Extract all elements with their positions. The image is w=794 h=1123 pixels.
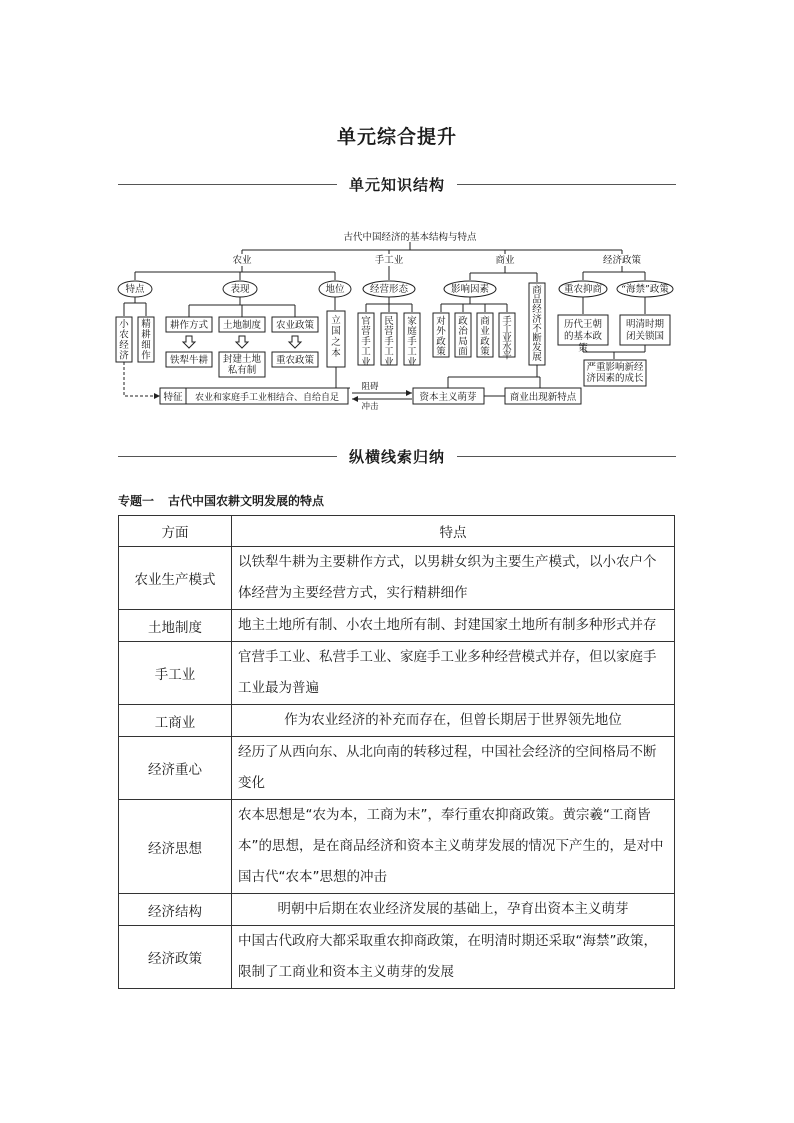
node-jinggeng: 精耕细作 (141, 319, 151, 362)
aspect-cell: 经济政策 (119, 926, 232, 989)
node-tezheng: 特征 (163, 392, 183, 403)
node-zhengzhi: 政治局面 (458, 316, 468, 358)
node-tudi: 土地制度 (222, 320, 262, 331)
node-haijin: “海禁”政策 (621, 284, 669, 295)
node-liguo: 立国之本 (331, 315, 341, 359)
feature-cell: 地主土地所有制、小农土地所有制、封建国家土地所有制多种形式并存 (232, 610, 675, 642)
table-row (119, 737, 675, 800)
node-zhongnong: 重农政策 (275, 355, 315, 366)
node-shangye-new: 商业出现新特点 (509, 392, 577, 403)
aspect-cell: 经济思想 (119, 800, 232, 894)
feature-cell: 以铁犁牛耕为主要耕作方式，以男耕女织为主要生产模式，以小农户个体经营为主要经营方式，实行精耕细作 (232, 547, 675, 610)
section-heading-clues (118, 445, 676, 467)
label-chongji: 冲击 (361, 402, 379, 412)
aspect-cell: 土地制度 (119, 610, 232, 642)
divider (457, 456, 676, 457)
node-fengjian: 封建土地私有制 (222, 354, 262, 376)
summary-table (118, 515, 675, 989)
table-row (119, 547, 675, 610)
node-jingying: 经营形态 (369, 284, 409, 295)
table-header-row (119, 516, 675, 547)
aspect-cell: 手工业 (119, 642, 232, 705)
knowledge-structure-diagram (0, 0, 794, 420)
aspect-cell: 工商业 (119, 705, 232, 737)
feature-cell: 农本思想是“农为本，工商为末”，奉行重农抑商政策。黄宗羲“工商皆本”的思想，是在商品经济和资本主义萌芽发展的情况下产生的，是对中国古代“农本”思想的冲击 (232, 800, 675, 894)
branch-policy: 经济政策 (602, 255, 642, 266)
branch-handicraft: 手工业 (374, 255, 404, 266)
node-traits: 特点 (125, 284, 145, 295)
node-lidai: 历代王朝的基本政策 (563, 319, 603, 354)
node-guanying: 官营手工业 (361, 316, 371, 368)
aspect-cell: 经济重心 (119, 737, 232, 800)
aspect-cell: 农业生产模式 (119, 547, 232, 610)
topic-title: 古代中国农耕文明发展的特点 (168, 494, 325, 508)
node-mingqing: 明清时期闭关锁国 (625, 319, 665, 342)
header-feature: 特点 (232, 516, 675, 547)
node-duiwai: 对外政策 (436, 316, 446, 358)
feature-cell: 经历了从西向东、从北向南的转移过程，中国社会经济的空间格局不断变化 (232, 737, 675, 800)
table-row (119, 800, 675, 894)
feature-cell: 作为农业经济的补充而存在，但曾长期居于世界领先地位 (232, 705, 675, 737)
node-xiaonong: 小农经济 (119, 319, 129, 362)
node-nongye: 农业政策 (275, 320, 315, 331)
diagram-root: 古代中国经济的基本结构与特点 (343, 232, 477, 243)
node-biaoxian: 表现 (230, 284, 250, 295)
divider (118, 456, 337, 457)
table-row (119, 642, 675, 705)
node-tezheng-text: 农业和家庭手工业相结合、自给自足 (194, 393, 340, 403)
aspect-cell: 经济结构 (119, 894, 232, 926)
header-aspect: 方面 (119, 516, 232, 547)
label-zuai: 阻碍 (361, 382, 379, 392)
topic-heading (118, 492, 338, 509)
node-ziben: 资本主义萌芽 (419, 392, 477, 403)
node-shougong: 手工业水平 (502, 316, 512, 362)
table-row (119, 705, 675, 737)
node-yanzhong: 严重影响新经济因素的成长 (586, 362, 644, 384)
node-diwei: 地位 (325, 284, 345, 295)
topic-number: 专题一 (118, 494, 155, 508)
branch-agriculture: 农业 (232, 255, 252, 266)
section-title: 纵横线索归纳 (349, 447, 446, 466)
table-row (119, 926, 675, 989)
node-tieli: 铁犁牛耕 (169, 355, 209, 366)
node-shangye-zc: 商业政策 (480, 316, 490, 358)
node-gengzuo: 耕作方式 (169, 320, 209, 331)
node-zhongnong-yishang: 重农抑商 (563, 284, 603, 295)
feature-cell: 官营手工业、私营手工业、家庭手工业多种经营模式并存，但以家庭手工业最为普遍 (232, 642, 675, 705)
feature-cell: 中国古代政府大都采取重农抑商政策，在明清时期还采取“海禁”政策，限制了工商业和资本主义萌芽的发展 (232, 926, 675, 989)
page-title: 单元综合提升 (336, 126, 457, 148)
feature-cell: 明朝中后期在农业经济发展的基础上，孕育出资本主义萌芽 (232, 894, 675, 926)
section-title: 单元知识结构 (349, 175, 446, 194)
branch-commerce: 商业 (495, 255, 515, 266)
node-shangpin: 商品经济不断发展 (532, 285, 542, 364)
node-yingxiang: 影响因素 (450, 284, 490, 295)
node-minying: 民营手工业 (384, 316, 394, 368)
table-row (119, 894, 675, 926)
node-jiating: 家庭手工业 (407, 316, 417, 368)
table-row (119, 610, 675, 642)
